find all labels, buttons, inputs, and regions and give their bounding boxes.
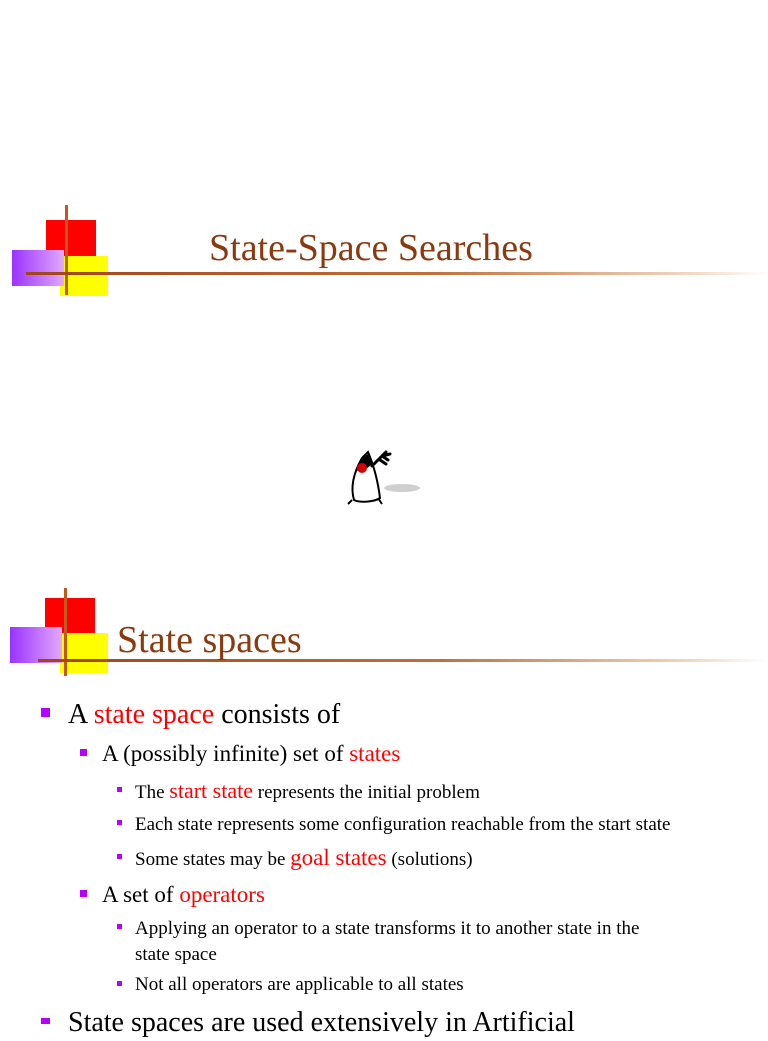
highlight-text: states [349,741,401,766]
bullet-text: A [68,699,94,730]
bullet-text: state space [135,944,217,965]
bullet-marker [41,1018,50,1024]
bullet-marker [117,820,122,825]
bullet-marker [117,787,122,792]
bullet-marker [80,890,87,897]
bullet-state-space [68,697,340,733]
slide-title: State spaces [117,619,302,661]
bullet-text: represents the initial problem [253,782,480,803]
highlight-text: goal states [290,845,387,870]
bullet-not-all-operators: Not all operators are applicable to all states [135,974,464,995]
highlight-text: operators [179,882,265,907]
bullet-text: consists of [214,699,341,730]
bullet-text: A (possibly infinite) set of [102,741,350,766]
bullet-text: (solutions) [386,849,473,870]
bullet-goal-states [135,844,473,874]
bullet-text: Some states may be [135,849,291,870]
bullet-marker [117,924,122,929]
bullet-marker [117,981,122,986]
bullet-text: The [135,782,170,803]
bullet-states [102,739,400,769]
highlight-text: state space [93,699,215,730]
bullet-text: Applying an operator to a state transforms it to another state in the [135,918,640,939]
bullet-start-state [135,778,480,806]
title-rule [26,272,768,275]
bullet-marker [41,708,50,717]
slide-title: State-Space Searches [209,227,533,269]
bullet-applying-operator [135,916,639,968]
bullet-marker [117,854,122,859]
bullet-operators [102,880,265,910]
bullet-text: A set of [102,882,180,907]
bullet-ai-usage: State spaces are used extensively in Artificial [68,1007,575,1038]
bullet-configuration: Each state represents some configuration reachable from the start state [135,814,671,835]
duke-waving-icon [344,446,424,506]
highlight-text: start state [169,778,253,803]
bullet-marker [80,749,87,756]
